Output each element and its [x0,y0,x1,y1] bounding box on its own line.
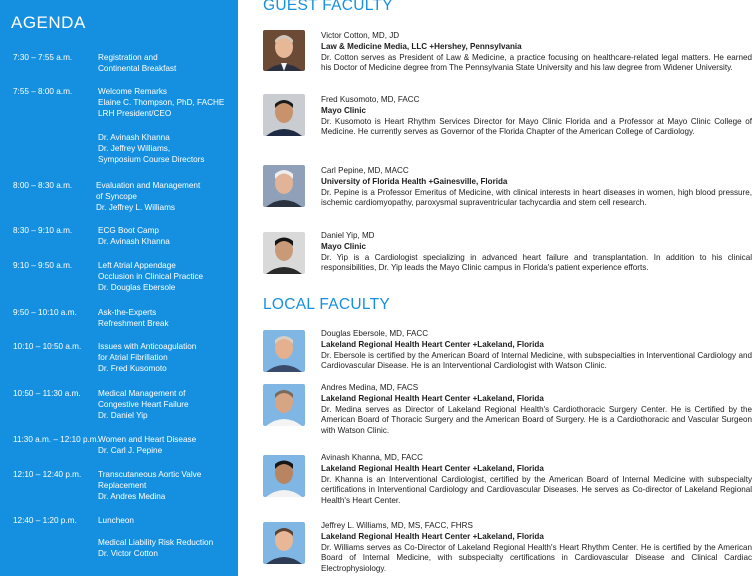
portrait-icon [263,455,305,497]
agenda-desc: Dr. Avinash Khanna Dr. Jeffrey Williams, Symposium Course Directors [98,133,205,164]
portrait-icon [263,94,305,136]
agenda-desc: Registration and Continental Breakfast [98,53,177,73]
agenda-desc: Left Atrial Appendage Occlusion in Clinical Practice Dr. Douglas Ebersole [98,261,204,292]
faculty-name: Avinash Khanna, MD, FACC [321,453,423,462]
agenda-desc: Welcome Remarks Elaine C. Thompson, PhD, FACHE LRH President/CEO [98,87,225,118]
faculty-name: Andres Medina, MD, FACS [321,383,419,392]
agenda-time: 10:10 – 10:50 a.m. [13,342,82,351]
faculty-description: Dr. Williams serves as Co-Director of Lakeland Regional Health's Heart Rhythm Center. He is certified by the American Board of Internal Medicine, with subspecialty certifications in Cardiovascular Disease and Clinical Cardiac Electrophysiology. [321,542,752,574]
faculty-bio [321,383,752,437]
portrait-icon [263,522,305,564]
agenda-desc: Luncheon [98,516,134,525]
faculty-affiliation: Law & Medicine Media, LLC +Hershey, Pennsylvania [321,41,522,51]
faculty-photo [263,94,305,136]
portrait-icon [263,330,305,372]
faculty-description: Dr. Yip is a Cardiologist specializing in advanced heart failure and transplantation. In addition to his clinical responsibilities, Dr. Yip leads the Mayo Clinic campus in Florida's patient experience efforts. [321,252,752,273]
faculty-affiliation: University of Florida Health +Gainesville, Florida [321,176,508,186]
agenda-desc: Medical Liability Risk Reduction Dr. Victor Cotton [98,538,214,558]
faculty-photo [263,232,305,274]
faculty-affiliation: Mayo Clinic [321,241,366,251]
faculty-photo [263,384,305,426]
faculty-description: Dr. Khanna is an Interventional Cardiologist, certified by the American Board of Internal Medicine with subspecialty certifications in Interventional Cardiology and Cardiovascular Diseases. He serves as Co-director of Lakeland Regional Health's Heart Center. [321,474,752,506]
faculty-name: Jeffrey L. Williams, MD, MS, FACC, FHRS [321,521,473,530]
faculty-name: Daniel Yip, MD [321,231,375,240]
guest-faculty-heading: GUEST FACULTY [263,0,393,14]
agenda-time: 10:50 – 11:30 a.m. [13,389,81,398]
agenda-desc: Evaluation and Management of Syncope Dr. Jeffrey L. Williams [96,181,201,212]
faculty-affiliation: Lakeland Regional Health Heart Center +Lakeland, Florida [321,463,544,473]
local-faculty-heading: LOCAL FACULTY [263,296,391,313]
faculty-photo [263,455,305,497]
faculty-description: Dr. Kusomoto is Heart Rhythm Services Director for Mayo Clinic Florida and a Professor at Mayo Clinic College of Medicine. He currently serves as Governor of the Florida Chapter of the American College of Cardiology. [321,116,752,137]
faculty-bio [321,521,752,575]
faculty-photo [263,165,305,207]
agenda-title: AGENDA [11,13,86,32]
faculty-bio [321,231,752,274]
faculty-description: Dr. Cotton serves as President of Law & Medicine, a practice focusing on healthcare-related legal matters. He earned his Doctor of Medicine degree from The Pennsylvania State University and his law degree from Widener University. [321,52,752,73]
faculty-description: Dr. Pepine is a Professor Emeritus of Medicine, with clinical interests in heart diseases in women, high blood pressure, ischemic cardiomyopathy, paroxysmal supraventricular tachycardia and stem cell research. [321,187,752,208]
agenda-time: 7:30 – 7:55 a.m. [13,53,73,62]
portrait-icon [263,384,305,426]
faculty-description: Dr. Ebersole is certified by the American Board of Internal Medicine, with subspecialties in Interventional Cardiology and Cardiovascular Disease. He is an Interventional Cardiologist with Watson Clinic. [321,350,752,371]
faculty-affiliation: Lakeland Regional Health Heart Center +Lakeland, Florida [321,339,544,349]
faculty-name: Douglas Ebersole, MD, FACC [321,329,429,338]
portrait-icon [263,165,305,207]
faculty-bio [321,95,752,138]
agenda-time: 8:00 – 8:30 a.m. [13,181,73,190]
faculty-bio [321,329,752,372]
agenda-desc: Issues with Anticoagulation for Atrial Fibrillation Dr. Fred Kusomoto [98,342,197,373]
agenda-panel [0,0,238,576]
faculty-affiliation: Lakeland Regional Health Heart Center +Lakeland, Florida [321,393,544,403]
faculty-bio [321,453,752,507]
faculty-bio [321,31,752,74]
faculty-photo [263,330,305,372]
faculty-panel [238,0,756,576]
faculty-name: Carl Pepine, MD, MACC [321,166,409,175]
agenda-time: 9:10 – 9:50 a.m. [13,261,73,270]
agenda-time: 12:10 – 12:40 p.m. [13,470,82,479]
agenda-time: 7:55 – 8:00 a.m. [13,87,73,96]
agenda-desc: Medical Management of Congestive Heart Failure Dr. Daniel Yip [98,389,189,420]
faculty-description: Dr. Medina serves as Director of Lakeland Regional Health's Cardiothoracic Surgery Center. He is Certified by the American Board of Thoracic Surgery and the American Board of Surgery. He is a Cardiothoracic and Vascular Surgeon with Watson Clinic. [321,404,752,436]
faculty-bio [321,166,752,209]
agenda-time: 9:50 – 10:10 a.m. [13,308,77,317]
portrait-icon [263,30,305,71]
agenda-desc: Ask-the-Experts Refreshment Break [98,308,169,328]
agenda-time: 8:30 – 9:10 a.m. [13,226,73,235]
agenda-time: 12:40 – 1:20 p.m. [13,516,77,525]
faculty-name: Victor Cotton, MD, JD [321,31,400,40]
portrait-icon [263,232,305,274]
faculty-photo [263,522,305,564]
agenda-desc: ECG Boot Camp Dr. Avinash Khanna [98,226,170,246]
agenda-desc: Women and Heart Disease Dr. Carl J. Pepine [98,435,197,455]
faculty-name: Fred Kusomoto, MD, FACC [321,95,420,104]
agenda-desc: Transcutaneous Aortic Valve Replacement Dr. Andres Medina [98,470,202,501]
faculty-affiliation: Lakeland Regional Health Heart Center +Lakeland, Florida [321,531,544,541]
faculty-affiliation: Mayo Clinic [321,105,366,115]
agenda-time: 11:30 a.m. – 12:10 p.m. [13,435,99,444]
faculty-photo [263,30,305,71]
